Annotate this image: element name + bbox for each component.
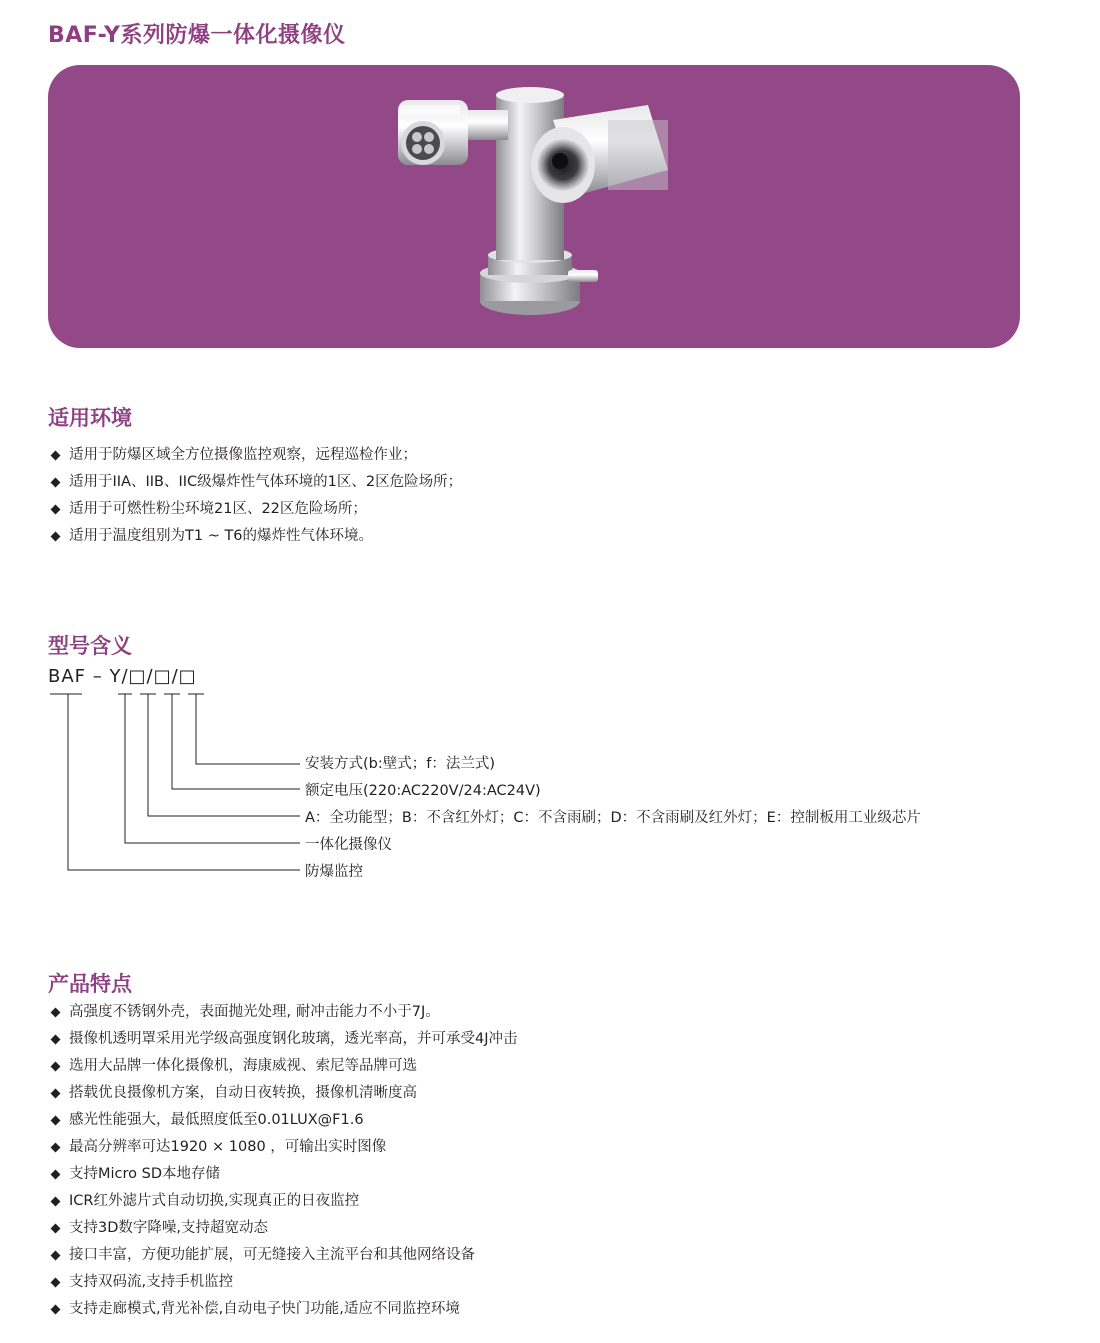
features-heading: 产品特点 bbox=[48, 972, 132, 996]
model-heading: 型号含义 bbox=[48, 634, 132, 658]
model-breakdown-diagram bbox=[0, 690, 320, 875]
list-item: 选用大品牌一体化摄像机，海康威视、索尼等品牌可选 bbox=[48, 1053, 518, 1080]
list-item: ICR红外滤片式自动切换,实现真正的日夜监控 bbox=[48, 1188, 518, 1215]
features-list bbox=[48, 999, 518, 1323]
diamond-bullet-icon bbox=[51, 1062, 61, 1072]
environment-heading: 适用环境 bbox=[48, 406, 132, 430]
list-item: 感光性能强大，最低照度低至0.01LUX@F1.6 bbox=[48, 1107, 518, 1134]
product-banner bbox=[48, 65, 1020, 348]
model-code: BAF – Y/□/□/□ bbox=[48, 666, 197, 687]
diamond-bullet-icon bbox=[51, 1143, 61, 1153]
list-item: 适用于可燃性粉尘环境21区、22区危险场所； bbox=[48, 496, 462, 523]
legend-item-explosion-proof: 防爆监控 bbox=[305, 864, 363, 880]
diamond-bullet-icon bbox=[51, 1089, 61, 1099]
diamond-bullet-icon bbox=[51, 1224, 61, 1234]
legend-item-voltage: 额定电压(220:AC220V/24:AC24V) bbox=[305, 783, 541, 799]
list-item: 适用于温度组别为T1 ~ T6的爆炸性气体环境。 bbox=[48, 523, 462, 550]
list-item: 接口丰富，方便功能扩展，可无缝接入主流平台和其他网络设备 bbox=[48, 1242, 518, 1269]
list-item: 搭载优良摄像机方案，自动日夜转换，摄像机清晰度高 bbox=[48, 1080, 518, 1107]
diamond-bullet-icon bbox=[51, 1116, 61, 1126]
diamond-bullet-icon bbox=[51, 1170, 61, 1180]
diamond-bullet-icon bbox=[51, 1251, 61, 1261]
list-item: 适用于IIA、IIB、IIC级爆炸性气体环境的1区、2区危险场所； bbox=[48, 469, 462, 496]
explosion-proof-camera-image bbox=[48, 65, 1020, 348]
environment-list bbox=[48, 442, 462, 550]
list-item: 支持走廊模式,背光补偿,自动电子快门功能,适应不同监控环境 bbox=[48, 1296, 518, 1323]
diamond-bullet-icon bbox=[51, 505, 61, 515]
legend-item-camera: 一体化摄像仪 bbox=[305, 837, 392, 853]
diamond-bullet-icon bbox=[51, 1008, 61, 1018]
diamond-bullet-icon bbox=[51, 1305, 61, 1315]
list-item: 支持3D数字降噪,支持超宽动态 bbox=[48, 1215, 518, 1242]
list-item: 支持双码流,支持手机监控 bbox=[48, 1269, 518, 1296]
diamond-bullet-icon bbox=[51, 1035, 61, 1045]
diamond-bullet-icon bbox=[51, 1278, 61, 1288]
list-item: 适用于防爆区域全方位摄像监控观察，远程巡检作业； bbox=[48, 442, 462, 469]
diamond-bullet-icon bbox=[51, 532, 61, 542]
diamond-bullet-icon bbox=[51, 1197, 61, 1207]
list-item: 最高分辨率可达1920 × 1080 ，可输出实时图像 bbox=[48, 1134, 518, 1161]
legend-item-mounting: 安装方式(b:壁式；f：法兰式) bbox=[305, 756, 496, 772]
diamond-bullet-icon bbox=[51, 478, 61, 488]
diamond-bullet-icon bbox=[51, 451, 61, 461]
legend-item-type: A：全功能型；B：不含红外灯；C：不含雨刷；D：不含雨刷及红外灯；E：控制板用工业级芯片 bbox=[305, 810, 921, 826]
list-item: 支持Micro SD本地存储 bbox=[48, 1161, 518, 1188]
list-item: 摄像机透明罩采用光学级高强度钢化玻璃，透光率高，并可承受4J冲击 bbox=[48, 1026, 518, 1053]
list-item: 高强度不锈钢外壳，表面抛光处理, 耐冲击能力不小于7J。 bbox=[48, 999, 518, 1026]
page-title: BAF-Y系列防爆一体化摄像仪 bbox=[48, 23, 346, 48]
